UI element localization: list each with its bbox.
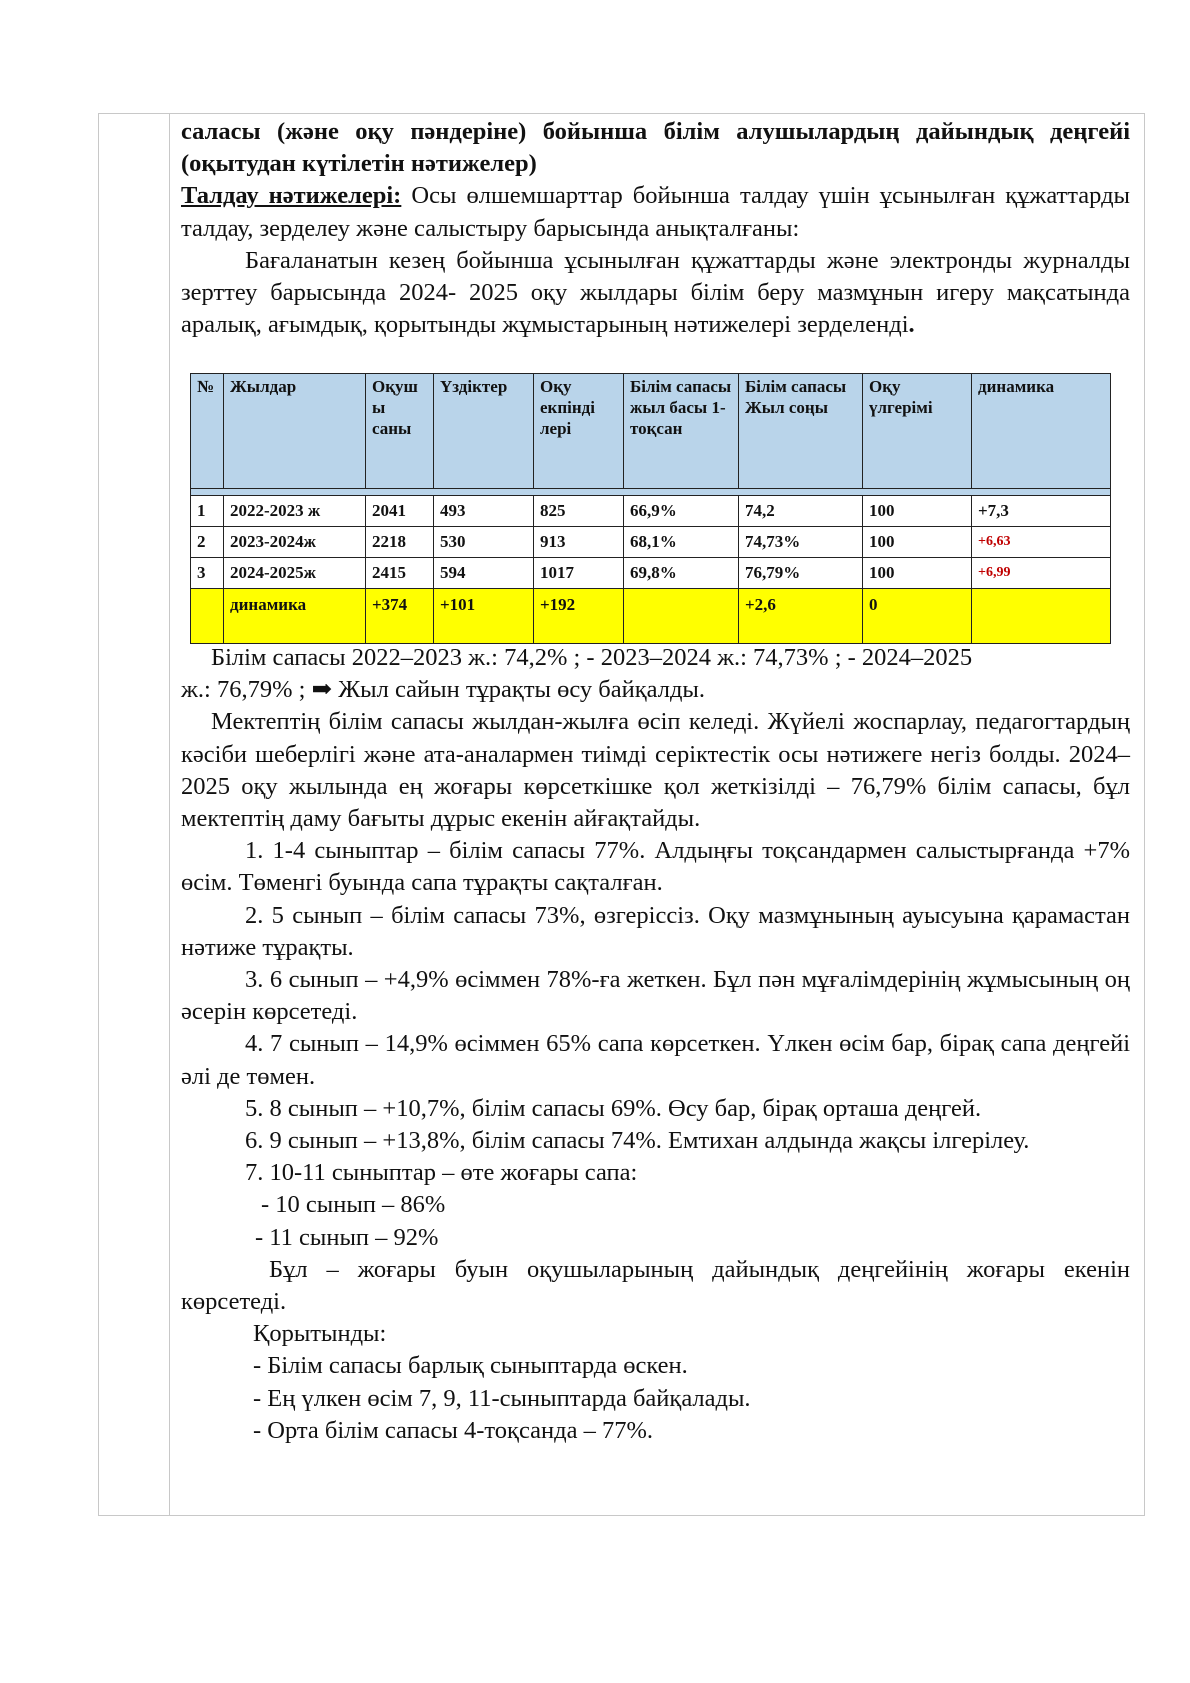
- header-cell: Білім сапасы Жыл соңы: [739, 374, 863, 489]
- dynamics-cell: +374: [366, 589, 434, 644]
- table-cell: 74,2: [739, 496, 863, 527]
- table-cell: 69,8%: [624, 558, 739, 589]
- analysis-label: Талдау нәтижелері:: [181, 182, 402, 210]
- list-item: 3. 6 сынып – +4,9% өсіммен 78%-ға жеткен. Бұл пән мұғалімдерінің жұмысының оң әсерін көрсетеді.: [181, 966, 1130, 1026]
- dynamics-cell: [972, 589, 1111, 644]
- dynamics-value-red: +6,99: [978, 565, 1011, 580]
- header-cell: Білім сапасы жыл басы 1-тоқсан: [624, 374, 739, 489]
- list-item: 4. 7 сынып – 14,9% өсіммен 65% сапа көрсеткен. Үлкен өсім бар, бірақ сапа деңгейі әлі де төмен.: [181, 1030, 1130, 1090]
- table-cell: 825: [534, 496, 624, 527]
- dynamics-cell: +192: [534, 589, 624, 644]
- table-cell: 913: [534, 527, 624, 558]
- table-cell: 530: [434, 527, 534, 558]
- table-cell: 2022-2023 ж: [224, 496, 366, 527]
- summary-line-2: ж.: 76,79% ; ➡ Жыл сайын тұрақты өсу байқалды.: [181, 676, 706, 704]
- table-cell: 2023-2024ж: [224, 527, 366, 558]
- list-item: 5. 8 сынып – +10,7%, білім сапасы 69%. Өсу бар, бірақ орташа деңгей.: [245, 1094, 982, 1122]
- sub-list-item: - 11 сынып – 92%: [255, 1223, 439, 1251]
- dynamics-cell: [624, 589, 739, 644]
- intro-section: [181, 116, 1130, 341]
- summary-line-1: Білім сапасы 2022–2023 ж.: 74,2% ; - 2023–2024 ж.: 74,73% ; - 2024–2025: [211, 644, 973, 671]
- analysis-text: Осы өлшемшарттар бойынша талдау үшін ұсынылған құжаттарды талдау, зерделеу және салыстыру барысында анықталғаны:: [181, 182, 1130, 242]
- conclusion-item: - Орта білім сапасы 4-тоқсанда – 77%.: [253, 1416, 653, 1444]
- table-cell: 2: [191, 527, 224, 558]
- dynamics-row: [191, 589, 1111, 644]
- header-cell: Оқу үлгерімі: [863, 374, 972, 489]
- table-cell: 493: [434, 496, 534, 527]
- results-table-image: [190, 373, 1110, 639]
- body-section: [181, 642, 1130, 1447]
- table-cell: 100: [863, 527, 972, 558]
- table-cell: 2041: [366, 496, 434, 527]
- conclusion-title: Қорытынды:: [253, 1320, 387, 1348]
- header-cell: Үздіктер: [434, 374, 534, 489]
- intro-paragraph-text: Бағаланатын кезең бойынша ұсынылған құжаттарды және электронды журналды зерттеу барысында 2024- 2025 оқу жылдары білім беру мазмұнын игеру мақсатында аралық, ағымдық, қорытынды жұмыстарының нәтижелері зерделенді: [181, 246, 1130, 339]
- list-item: 6. 9 сынып – +13,8%, білім сапасы 74%. Емтихан алдында жақсы ілгерілеу.: [245, 1127, 1030, 1155]
- table-cell: 1: [191, 496, 224, 527]
- table-cell: 74,73%: [739, 527, 863, 558]
- analysis-paragraph: [181, 180, 1130, 244]
- header-cell: динамика: [972, 374, 1111, 489]
- intro-paragraph: [181, 245, 1130, 342]
- table-row: [191, 527, 1111, 558]
- table-spacer-row: [191, 489, 1111, 496]
- table-cell: 100: [863, 496, 972, 527]
- table-cell: 2415: [366, 558, 434, 589]
- conclusion-item: - Ең үлкен өсім 7, 9, 11-сыныптарда байқалады.: [253, 1384, 751, 1412]
- table-cell: 76,79%: [739, 558, 863, 589]
- table-row: [191, 496, 1111, 527]
- sub-list-item: - 10 сынып – 86%: [261, 1191, 446, 1219]
- table-cell: 68,1%: [624, 527, 739, 558]
- table-cell: 3: [191, 558, 224, 589]
- table-cell: +7,3: [972, 496, 1111, 527]
- table-cell: [972, 558, 1111, 589]
- table-cell: 1017: [534, 558, 624, 589]
- list-item: 1. 1-4 сыныптар – білім сапасы 77%. Алдыңғы тоқсандармен салыстырғанда +7% өсім. Төменгі буында сапа тұрақты сақталған.: [181, 837, 1130, 897]
- table-cell: 2024-2025ж: [224, 558, 366, 589]
- dynamics-cell: 0: [863, 589, 972, 644]
- header-cell: Жылдар: [224, 374, 366, 489]
- header-cell: №: [191, 374, 224, 489]
- dynamics-value-red: +6,63: [978, 534, 1011, 549]
- dynamics-cell: +2,6: [739, 589, 863, 644]
- header-cell: Оқуш ы саны: [366, 374, 434, 489]
- conclusion-item: - Білім сапасы барлық сыныптарда өскен.: [253, 1352, 688, 1380]
- table-cell: [972, 527, 1111, 558]
- section-heading: саласы (және оқу пәндеріне) бойынша білім алушылардың дайындық деңгейі (оқытудан күтілетін нәтижелер): [181, 118, 1130, 178]
- table-cell: 66,9%: [624, 496, 739, 527]
- left-column: [98, 113, 170, 1516]
- table-cell: 2218: [366, 527, 434, 558]
- list-item: 7. 10-11 сыныптар – өте жоғары сапа:: [245, 1159, 638, 1187]
- table-row: [191, 558, 1111, 589]
- conclusion-paragraph: Бұл – жоғары буын оқушыларының дайындық деңгейінің жоғары екенін көрсетеді.: [181, 1255, 1130, 1316]
- dynamics-cell: динамика: [224, 589, 366, 644]
- list-item: 2. 5 сынып – білім сапасы 73%, өзгеріссіз. Оқу мазмұнының ауысуына қарамастан нәтиже тұрақты.: [181, 901, 1130, 961]
- results-table: [190, 373, 1111, 644]
- intro-paragraph-end: .: [908, 311, 915, 339]
- dynamics-cell: [191, 589, 224, 644]
- body-paragraph: Мектептің білім сапасы жылдан-жылға өсіп келеді. Жүйелі жоспарлау, педагогтардың кәсіби шеберлігі және ата-аналармен тиімді серіктестік осы нәтижеге негіз болды. 2024–2025 оқу жылында ең жоғары көрсеткішке қол жеткізілді – 76,79% білім сапасы, бұл мектептің даму бағыты дұрыс екенін айғақтайды.: [181, 708, 1130, 833]
- table-cell: 100: [863, 558, 972, 589]
- header-cell: Оқу екпінді лері: [534, 374, 624, 489]
- dynamics-cell: +101: [434, 589, 534, 644]
- table-cell: 594: [434, 558, 534, 589]
- table-header-row: [191, 374, 1111, 489]
